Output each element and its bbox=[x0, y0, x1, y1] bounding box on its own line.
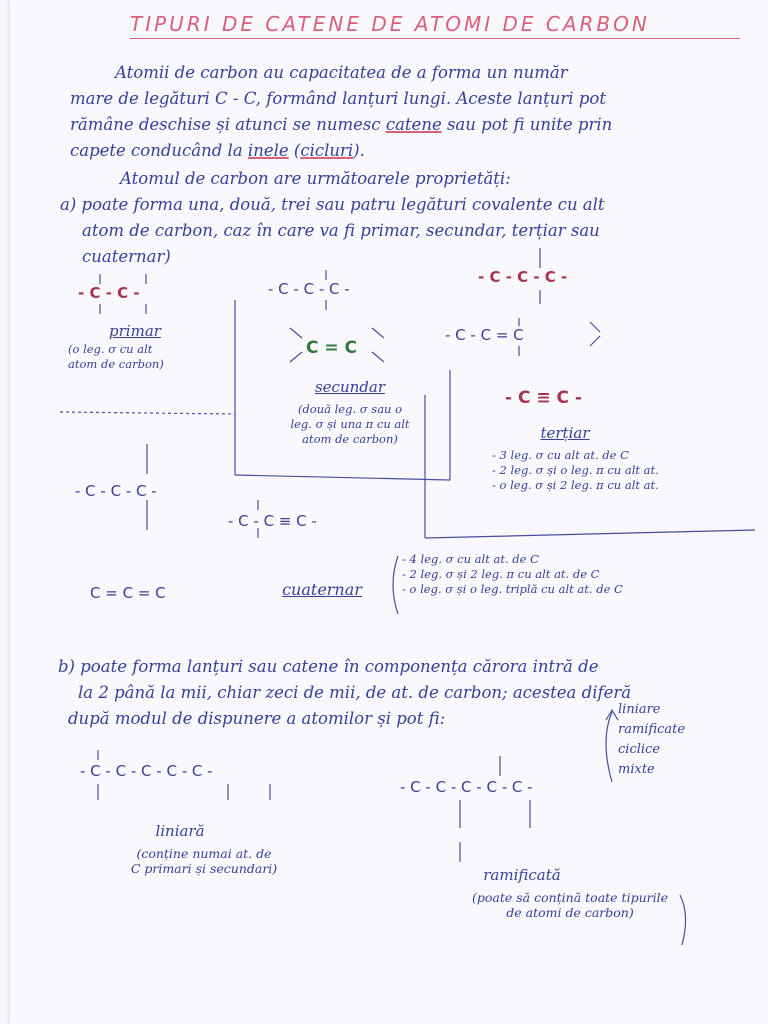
liniara-label: liniară bbox=[155, 822, 205, 840]
cuaternar-note-line: - 2 leg. σ și 2 leg. π cu alt at. de C bbox=[402, 567, 600, 581]
cuaternar-note bbox=[402, 552, 752, 597]
primar-formula bbox=[78, 284, 140, 302]
primar-formula-text: - C - C - bbox=[78, 284, 140, 302]
page-title: TIPURI DE CATENE DE ATOMI DE CARBON bbox=[130, 12, 740, 39]
cuaternar-formula-1 bbox=[75, 482, 157, 500]
tertiar-formula-2 bbox=[445, 326, 524, 344]
liniara-formula: - C - C - C - C - C - bbox=[80, 762, 213, 780]
tertiar-note-line: - o leg. σ și 2 leg. π cu alt at. bbox=[492, 478, 659, 492]
intro-line-3 bbox=[70, 112, 750, 138]
ramificata-note-line: de atomi de carbon) bbox=[506, 905, 634, 920]
term-catene: catene bbox=[385, 115, 442, 134]
primar-note-line: atom de carbon) bbox=[68, 357, 164, 371]
intro-line-1: Atomii de carbon au capacitatea de a forma un număr bbox=[115, 63, 568, 82]
secundar-formula-1 bbox=[268, 280, 350, 298]
secundar-note bbox=[255, 402, 445, 447]
section-b-line-2: la 2 până la mii, chiar zeci de mii, de at. de carbon; acestea diferă bbox=[78, 683, 632, 702]
cuaternar-note-line: - o leg. σ și o leg. triplă cu alt at. de C bbox=[402, 582, 623, 596]
secundar-note-line: (două leg. σ sau o bbox=[297, 402, 403, 416]
term-inele: inele bbox=[247, 141, 289, 160]
cuaternar-note-line: - 4 leg. σ cu alt at. de C bbox=[402, 552, 539, 566]
intro-text: rămâne deschise și atunci se numesc bbox=[70, 115, 386, 134]
intro-text: capete conducând la bbox=[70, 141, 248, 160]
tertiar-note-line: - 3 leg. σ cu alt at. de C bbox=[492, 448, 629, 462]
ramificata-label: ramificată bbox=[483, 866, 561, 884]
chain-types-list bbox=[618, 700, 738, 780]
secundar-note-line: atom de carbon) bbox=[302, 432, 398, 446]
liniara-note-line: C primari și secundari) bbox=[130, 861, 278, 876]
property-a-line-2: atom de carbon, caz în care va fi primar, secundar, terțiar sau bbox=[82, 221, 600, 240]
property-a-line-3: cuaternar) bbox=[82, 247, 171, 266]
primar-label: primar bbox=[109, 322, 161, 340]
cuaternar-formula-1-text: - C - C - C - bbox=[75, 482, 157, 500]
term-cicluri: cicluri bbox=[300, 141, 354, 160]
secundar-label: secundar bbox=[314, 378, 385, 396]
section-b-line-1: b) poate forma lanțuri sau catene în componența cărora intră de bbox=[58, 657, 599, 676]
intro-paragraph bbox=[70, 60, 750, 164]
intro-line-2: mare de legături C - C, formând lanțuri lungi. Aceste lanțuri pot bbox=[70, 89, 606, 108]
primar-note bbox=[68, 342, 208, 372]
ramificata-note bbox=[430, 890, 710, 920]
chain-type-item: ciclice bbox=[618, 742, 661, 757]
intro-text: ( bbox=[288, 141, 301, 160]
chain-type-item: liniare bbox=[618, 702, 661, 717]
property-a-line-1: a) poate forma una, două, trei sau patru legături covalente cu alt bbox=[60, 195, 605, 214]
secundar-formula-1-text: - C - C - C - bbox=[268, 280, 350, 298]
tertiar-formula-1 bbox=[478, 268, 567, 286]
cuaternar-formula-3-text: C = C = C bbox=[90, 584, 166, 602]
properties-section bbox=[60, 166, 750, 270]
ramificata-note-line: (poate să conțină toate tipurile bbox=[471, 890, 668, 905]
secundar-note-line: leg. σ și una π cu alt bbox=[290, 417, 410, 431]
chain-type-item: ramificate bbox=[618, 722, 686, 737]
properties-heading: Atomul de carbon are următoarele proprietăți: bbox=[120, 169, 511, 188]
tertiar-formula-2-text: - C - C = C bbox=[445, 326, 524, 344]
primar-note-line: (o leg. σ cu alt bbox=[68, 342, 153, 356]
tertiar-note bbox=[492, 448, 757, 493]
section-b-line-3: după modul de dispunere a atomilor și pot fi: bbox=[68, 709, 446, 728]
cuaternar-formula-3 bbox=[90, 584, 166, 602]
cuaternar-formula-2 bbox=[228, 512, 317, 530]
ramificata-formula: - C - C - C - C - C - bbox=[400, 778, 533, 796]
intro-text: ). bbox=[353, 141, 365, 160]
tertiar-label: terțiar bbox=[540, 424, 590, 442]
intro-line-4 bbox=[70, 138, 750, 164]
cuaternar-label: cuaternar bbox=[282, 580, 362, 599]
tertiar-formula-1-text: - C - C - C - bbox=[478, 268, 568, 286]
liniara-note-line: (conține numai at. de bbox=[136, 846, 272, 861]
chain-type-item: mixte bbox=[618, 762, 655, 777]
liniara-note bbox=[84, 846, 324, 876]
cuaternar-formula-2-text: - C - C ≡ C - bbox=[228, 512, 317, 530]
intro-text: sau pot fi unite prin bbox=[441, 115, 613, 134]
tertiar-note-line: - 2 leg. σ și o leg. π cu alt at. bbox=[492, 463, 659, 477]
tertiar-formula-3: - C ≡ C - bbox=[505, 388, 582, 408]
secundar-formula-2: C = C bbox=[306, 338, 358, 358]
